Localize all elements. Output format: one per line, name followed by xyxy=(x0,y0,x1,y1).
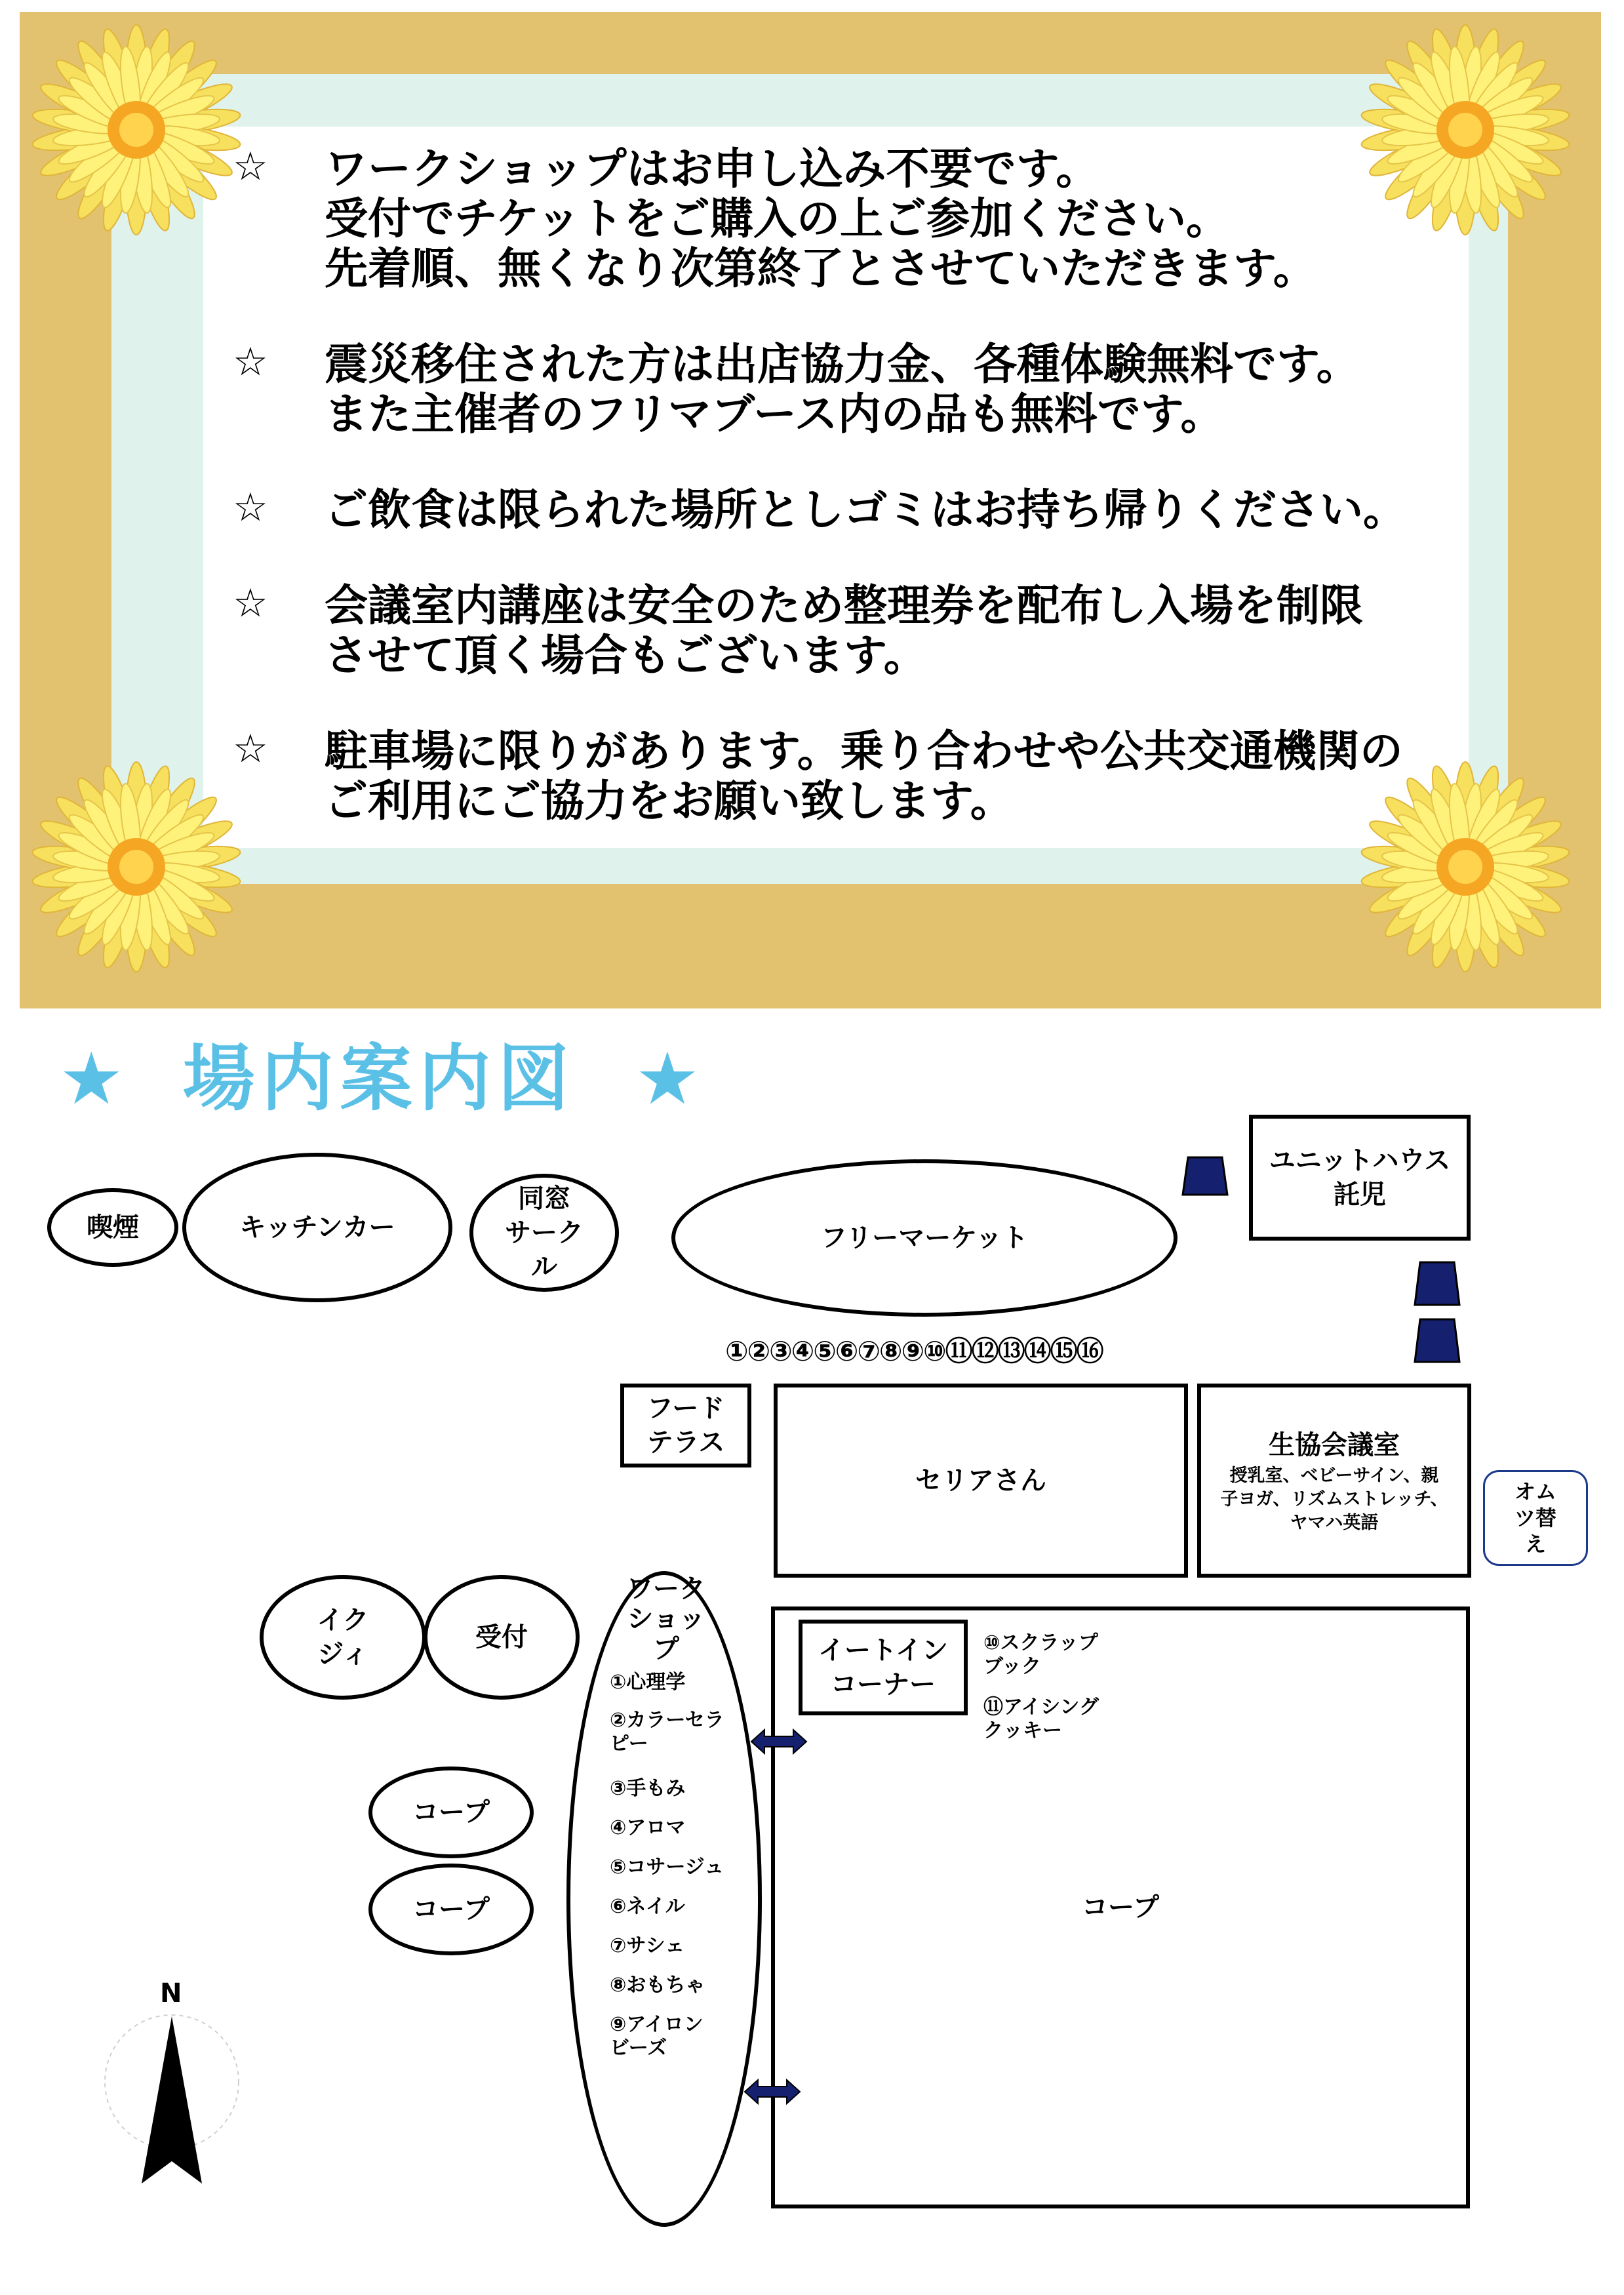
childcare-label: 託児 xyxy=(1334,1180,1386,1210)
workshop-item: ②カラーセラ ピー xyxy=(610,1709,724,1755)
workshop-title-line: プ xyxy=(653,1634,679,1664)
coop-room-title: 生協会議室 xyxy=(1269,1430,1400,1460)
circle-label: 同窓 xyxy=(518,1184,570,1214)
workshop-item: ①心理学 xyxy=(610,1671,686,1694)
workshop-item: ⑨アイロン ビーズ xyxy=(610,2013,703,2060)
diaper-label: オム xyxy=(1514,1479,1556,1504)
coop-main-label: コープ xyxy=(1082,1892,1159,1923)
workshop-title-line: ワーク xyxy=(627,1574,705,1604)
notice-line: 先着順、無くなり次第終了とさせていただきます。 xyxy=(325,243,1317,294)
workshop-item: ⑤コサージュ xyxy=(610,1856,724,1879)
unit-house-label: ユニットハウス xyxy=(1269,1146,1451,1176)
notice-line: 会議室内講座は安全のため整理券を配布し入場を制限 xyxy=(325,580,1363,631)
food-terrace-label: テラス xyxy=(646,1427,725,1458)
seria-label: セリアさん xyxy=(915,1466,1046,1496)
star-icon: ☆ xyxy=(233,144,268,190)
notice-line: 駐車場に限りがあります。乗り合わせや公共交通機関の xyxy=(325,726,1403,776)
star-icon: ★ xyxy=(59,1037,124,1121)
coop-room-line: 授乳室、ベビーサイン、親 xyxy=(1229,1466,1439,1486)
map-title-text: 場内案内図 xyxy=(182,1037,576,1121)
booth-numbers: ①②③④⑤⑥⑦⑧⑨⑩⑪⑫⑬⑭⑮⑯ xyxy=(725,1335,1103,1367)
workshop-item: ⑥ネイル xyxy=(610,1895,685,1918)
smoking-label: 喫煙 xyxy=(87,1212,139,1243)
workshop-item: ⑦サシェ xyxy=(610,1934,685,1957)
reception-label: 受付 xyxy=(475,1622,528,1652)
north-label: N xyxy=(160,1978,182,2008)
star-icon: ☆ xyxy=(233,580,268,626)
circle-label: サーク xyxy=(505,1218,584,1248)
coop-room-line: ヤマハ英語 xyxy=(1290,1513,1379,1533)
food-terrace-label: フード xyxy=(646,1393,725,1424)
parking-marker-icon xyxy=(1415,1262,1459,1305)
notice-line: また主催者のフリマブース内の品も無料です。 xyxy=(325,389,1224,439)
notice-line: ご利用にご協力をお願い致します。 xyxy=(325,776,1014,826)
ikuji-label: ジィ xyxy=(317,1639,368,1669)
diaper-label: え xyxy=(1524,1532,1546,1557)
parking-marker-icon xyxy=(1415,1319,1459,1362)
notice-line: させて頂く場合もございます。 xyxy=(325,630,927,681)
star-icon: ☆ xyxy=(233,339,268,385)
notice-line: 震災移住された方は出店協力金、各種体験無料です。 xyxy=(325,339,1360,389)
entrance-arrow-icon xyxy=(745,2080,800,2104)
star-icon: ☆ xyxy=(233,726,268,772)
workshop-item: ④アロマ xyxy=(610,1816,686,1839)
notice-line: 受付でチケットをご購入の上ご参加ください。 xyxy=(325,193,1230,244)
workshop-item: ⑧おもちゃ xyxy=(610,1974,705,1997)
scrapbook-label: ⑩スクラップ ブック xyxy=(983,1631,1098,1678)
star-icon: ☆ xyxy=(233,485,268,530)
notice-line: ご飲食は限られた場所としゴミはお持ち帰りください。 xyxy=(325,485,1406,535)
coop-room-line: 子ヨガ、リズムストレッチ、 xyxy=(1220,1489,1448,1509)
notice-line: ワークショップはお申し込み不要です。 xyxy=(325,144,1099,194)
entrance-arrow-icon xyxy=(751,1730,806,1753)
coop-small-label: コープ xyxy=(412,1894,490,1925)
eat-in-label: コーナー xyxy=(831,1669,936,1700)
star-icon: ★ xyxy=(635,1037,700,1121)
workshop-item: ③手もみ xyxy=(610,1777,686,1800)
ikuji-label: イク xyxy=(317,1605,369,1635)
workshop-title-line: ショッ xyxy=(627,1604,705,1634)
icing-label: ⑪アイシング クッキー xyxy=(983,1696,1099,1742)
coop-small-label: コープ xyxy=(412,1797,490,1827)
parking-marker-icon xyxy=(1183,1157,1227,1195)
compass-icon xyxy=(105,2015,239,2184)
circle-label: ル xyxy=(531,1252,557,1282)
diaper-label: ツ替 xyxy=(1514,1506,1556,1530)
flea-market-label: フリーマーケット xyxy=(820,1223,1029,1253)
kitchen-car-label: キッチンカー xyxy=(239,1212,395,1243)
eat-in-label: イートイン xyxy=(818,1635,948,1666)
